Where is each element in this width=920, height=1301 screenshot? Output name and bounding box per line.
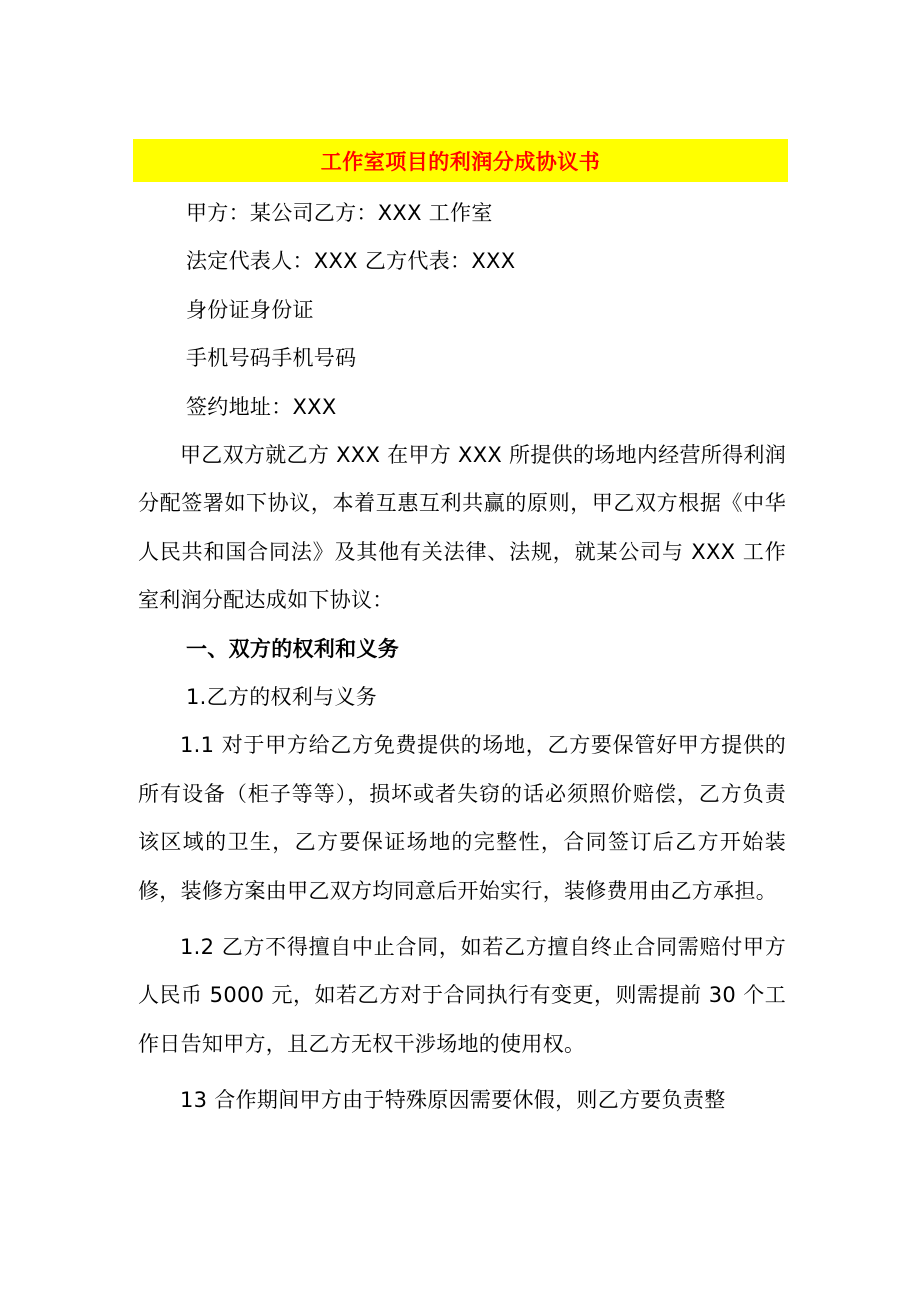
- party-a-b-line: 甲方：某公司乙方：XXX 工作室: [186, 201, 493, 225]
- intro-paragraph: 甲乙双方就乙方 XXX 在甲方 XXX 所提供的场地内经营所得利润分配签署如下协议，本着互惠互利共赢的原则，甲乙双方根据《中华人民共和国合同法》及其他有关法律、法规，就某公司与 XXX 工作室利润分配达成如下协议：: [138, 443, 786, 613]
- clause-1-1: 1.1 对于甲方给乙方免费提供的场地，乙方要保管好甲方提供的所有设备（柜子等等），损坏或者失窃的话必须照价赔偿，乙方负责该区域的卫生，乙方要保证场地的完整性，合同签订后乙方开始装修，装修方案由甲乙双方均同意后开始实行，装修费用由乙方承担。: [138, 733, 786, 903]
- subsection-heading-party-b: 1.乙方的权利与义务: [186, 685, 378, 710]
- id-card-line: 身份证身份证: [186, 297, 314, 322]
- party-info-block: [138, 189, 786, 431]
- clause-1-3: 13 合作期间甲方由于特殊原因需要休假，则乙方要负责整: [180, 1088, 726, 1113]
- document-title: 工作室项目的利润分成协议书: [320, 149, 601, 174]
- signing-address-line: 签约地址：XXX: [186, 394, 337, 419]
- title-banner: [133, 139, 788, 182]
- section-heading-rights-obligations: 一、双方的权利和义务: [186, 636, 399, 661]
- clause-1-2: 1.2 乙方不得擅自中止合同，如若乙方擅自终止合同需赔付甲方人民币 5000 元，如若乙方对于合同执行有变更，则需提前 30 个工作日告知甲方，且乙方无权干涉场地的使用权。: [138, 935, 786, 1056]
- phone-number-line: 手机号码手机号码: [186, 346, 357, 371]
- agreement-body: [138, 431, 786, 1125]
- legal-representative-line: 法定代表人：XXX 乙方代表：XXX: [186, 249, 516, 274]
